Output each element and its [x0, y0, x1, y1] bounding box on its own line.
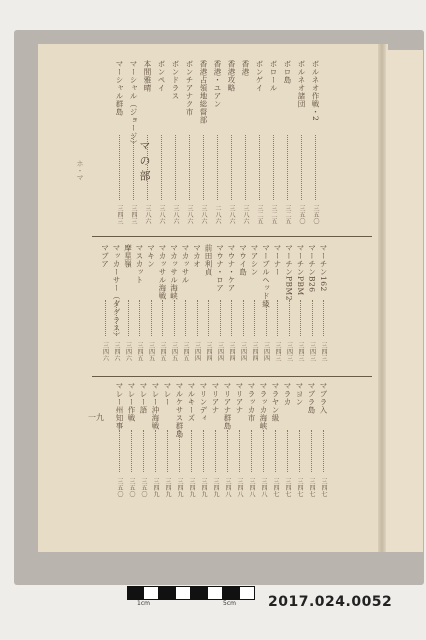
leader-dots: [203, 135, 204, 200]
leader-dots: [208, 300, 209, 336]
leader-dots: [174, 300, 175, 336]
index-entry-page: 二八六: [214, 205, 221, 225]
index-entry-term: マヨン: [295, 382, 304, 406]
leader-dots: [161, 135, 162, 200]
leader-dots: [162, 300, 163, 336]
leader-dots: [277, 300, 278, 336]
index-entry-term: ボンゲイ: [255, 60, 264, 92]
index-entry-term: マブラ入: [319, 382, 328, 414]
facing-page: [382, 50, 423, 552]
leader-dots: [167, 430, 168, 472]
index-entry-term: マウイ島: [238, 244, 248, 276]
index-entry-page: 三二五: [284, 205, 291, 225]
leader-dots: [323, 300, 324, 336]
scale-block: [191, 586, 207, 600]
index-entry-term: マーチンB26: [307, 244, 317, 293]
leader-dots: [119, 135, 120, 200]
index-entry-term: マーチンPBM: [296, 244, 305, 296]
leader-dots: [300, 300, 301, 336]
scale-block: [175, 586, 191, 600]
index-entry-term: マルケサス群島: [175, 382, 184, 438]
index-entry-term: マカッサル海峡: [169, 244, 179, 300]
index-entry-term: 香港・ユアン: [213, 60, 222, 108]
index-entry-page: 三四七: [296, 478, 303, 498]
index-entry-page: 三八六: [158, 205, 165, 225]
index-entry-page: 三四八: [224, 478, 231, 498]
index-entry-term: マーシャル（ジョージ）: [129, 60, 138, 148]
index-entry-term: 香港攻略: [227, 60, 236, 92]
index-entry-page: 三四七: [272, 478, 279, 498]
scale-label-1cm: 1cm: [137, 600, 150, 607]
book-gutter: [378, 44, 386, 552]
scale-block: [159, 586, 175, 600]
index-entry-term: マリアナ: [211, 382, 220, 414]
index-entry-term: マーチンPBM2: [284, 244, 294, 302]
leader-dots: [203, 430, 204, 472]
index-entry-page: 三四四: [193, 342, 201, 362]
leader-dots: [133, 135, 134, 200]
leader-dots: [189, 135, 190, 200]
index-entry-term: 前田利貞: [204, 244, 213, 276]
leader-dots: [315, 135, 316, 200]
leader-dots: [185, 300, 186, 336]
index-entry-term: 本間雅晴: [143, 60, 152, 92]
index-entry-term: ボロ島: [283, 60, 292, 84]
index-entry-term: ボンペイ: [157, 60, 166, 92]
index-entry-page: 三四三: [274, 342, 281, 362]
leader-dots: [254, 300, 255, 336]
leader-dots: [287, 135, 288, 200]
index-entry-page: 三二五: [270, 205, 277, 225]
index-entry-term: 香港占領地総督部: [199, 60, 208, 124]
index-entry-term: マアシン: [250, 244, 259, 276]
leader-dots: [105, 300, 106, 336]
index-entry-page: 三四三: [297, 342, 304, 362]
index-entry-page: 三四四: [262, 342, 270, 362]
leader-dots: [131, 430, 132, 472]
index-entry-term: マブラ島: [307, 382, 316, 414]
index-entry-term: マキン: [146, 244, 156, 268]
index-entry-page: 三四五: [136, 342, 143, 362]
leader-dots: [289, 300, 290, 336]
section-title: マの部: [138, 140, 151, 185]
leader-dots: [119, 430, 120, 472]
index-entry-term: マーナー: [273, 244, 282, 276]
index-entry-page: 三四四: [205, 342, 212, 362]
index-entry-term: マスカット: [135, 244, 144, 284]
index-entry-page: 三四七: [284, 478, 291, 498]
leader-dots: [323, 430, 324, 472]
index-entry-term: 香港: [241, 60, 250, 76]
leader-dots: [227, 430, 228, 472]
leader-dots: [243, 300, 244, 336]
index-entry-page: 三八六: [242, 205, 249, 225]
index-entry-term: マカオ: [192, 244, 202, 268]
index-entry-page: 三四六: [113, 342, 120, 362]
index-entry-page: 三四九: [152, 478, 159, 498]
index-entry-page: 三五〇: [140, 478, 147, 498]
leader-dots: [245, 135, 246, 200]
index-entry-term: マレー: [163, 382, 172, 406]
index-entry-term: マレー州知事: [115, 382, 124, 430]
leader-dots: [287, 430, 288, 472]
leader-dots: [215, 430, 216, 472]
scale-block: [143, 586, 159, 600]
index-entry-term: ボルネオ作戦・2: [311, 60, 320, 122]
index-entry-page: 三四九: [212, 478, 219, 498]
index-entry-page: 三五〇: [116, 478, 123, 498]
index-entry-term: マカッサル海戦: [158, 244, 167, 300]
index-entry-term: ボンドラス: [171, 60, 180, 100]
index-entry-term: マッカーサー（ダグラス）: [112, 244, 121, 340]
running-head: ホ・マ: [76, 160, 84, 181]
index-entry-page: 三八六: [200, 205, 207, 225]
leader-dots: [147, 135, 148, 200]
index-entry-page: 三四九: [200, 478, 207, 498]
scale-block: [127, 586, 143, 600]
index-entry-term: マレー沖海戦: [151, 382, 160, 430]
index-entry-term: ボンチアナク市: [185, 60, 194, 116]
index-entry-term: マラヤン級: [271, 382, 280, 422]
index-entry-page: 三四四: [228, 342, 235, 362]
index-entry-page: 三四六: [124, 342, 132, 362]
index-entry-term: マウナ・ケア: [227, 244, 236, 292]
leader-dots: [155, 430, 156, 472]
index-entry-term: マリンディ: [199, 382, 208, 422]
index-entry-term: マーチン162: [319, 244, 328, 292]
index-entry-page: 三四三: [308, 342, 316, 362]
scale-block: [223, 586, 239, 600]
index-entry-term: マレー語: [139, 382, 148, 414]
index-entry-term: ボルネオ諸団: [297, 60, 306, 108]
index-entry-term: マレー作戦: [127, 382, 136, 422]
index-entry-page: 三四九: [188, 478, 195, 498]
leader-dots: [116, 300, 117, 336]
index-entry-page: 三四三: [116, 205, 123, 225]
index-entry-term: マリアナ: [235, 382, 244, 414]
index-entry-page: 三五〇: [128, 478, 135, 498]
index-entry-page: 三八六: [228, 205, 235, 225]
leader-dots: [217, 135, 218, 200]
index-entry-term: マウナ・ロア: [215, 244, 225, 292]
index-entry-page: 三四六: [101, 342, 109, 362]
index-entry-page: 三四五: [147, 342, 155, 362]
index-entry-page: 三四八: [260, 478, 267, 498]
scale-label-5cm: 5cm: [223, 600, 236, 607]
leader-dots: [311, 430, 312, 472]
leader-dots: [231, 135, 232, 200]
index-entry-page: 三四八: [236, 478, 243, 498]
section-rule-lower: [92, 376, 372, 377]
section-rule-upper: [92, 236, 372, 237]
leader-dots: [128, 300, 129, 336]
index-entry-page: 三四四: [239, 342, 247, 362]
index-entry-page: 三二五: [256, 205, 263, 225]
index-entry-page: 三五〇: [298, 205, 305, 225]
leader-dots: [143, 430, 144, 472]
leader-dots: [197, 300, 198, 336]
index-entry-term: マラカ: [283, 382, 292, 406]
leader-dots: [179, 430, 180, 472]
index-entry-page: 三四三: [320, 342, 327, 362]
index-entry-term: マリアナ群島: [223, 382, 232, 430]
leader-dots: [151, 300, 152, 336]
index-entry-page: 三四三: [285, 342, 293, 362]
scale-block: [239, 586, 255, 600]
leader-dots: [263, 430, 264, 472]
leader-dots: [175, 135, 176, 200]
index-entry-page: 三八六: [186, 205, 193, 225]
index-entry-page: 三四五: [159, 342, 166, 362]
index-entry-term: マルキーズ: [187, 382, 196, 422]
index-entry-term: マラッカ海峡: [259, 382, 268, 430]
index-entry-page: 三四五: [182, 342, 189, 362]
index-entry-term: マーブルヘッド級: [261, 244, 271, 308]
index-entry-term: マブア: [100, 244, 110, 268]
leader-dots: [275, 430, 276, 472]
accession-number: 2017.024.0052: [268, 594, 393, 610]
measurement-scale: [127, 586, 255, 608]
index-entry-page: 三四五: [170, 342, 178, 362]
scale-block: [207, 586, 223, 600]
index-entry-page: 三四九: [164, 478, 171, 498]
index-entry-page: 三四七: [308, 478, 315, 498]
index-entry-term: マカッサル: [181, 244, 190, 284]
index-entry-term: マラッカ市: [247, 382, 256, 422]
index-entry-page: 三四八: [248, 478, 255, 498]
index-entry-page: 三四三: [130, 205, 137, 225]
index-entry-term: マーシャル群島: [115, 60, 124, 116]
index-entry-page: 三八六: [172, 205, 179, 225]
leader-dots: [266, 300, 267, 336]
leader-dots: [273, 135, 274, 200]
leader-dots: [191, 430, 192, 472]
page-number: 一九: [88, 413, 104, 422]
leader-dots: [299, 430, 300, 472]
leader-dots: [239, 430, 240, 472]
index-entry-page: 三四四: [216, 342, 224, 362]
index-entry-page: 三五〇: [312, 205, 319, 225]
index-entry-page: 三八六: [144, 205, 151, 225]
leader-dots: [220, 300, 221, 336]
leader-dots: [301, 135, 302, 200]
leader-dots: [251, 430, 252, 472]
index-entry-page: 三四四: [251, 342, 258, 362]
index-entry-term: ボロール: [269, 60, 278, 92]
leader-dots: [139, 300, 140, 336]
index-entry-page: 三四九: [176, 478, 183, 498]
index-entry-page: 三四七: [320, 478, 327, 498]
leader-dots: [231, 300, 232, 336]
index-entry-term: 摩星嶺: [123, 244, 133, 268]
leader-dots: [259, 135, 260, 200]
book-page: [38, 44, 388, 552]
leader-dots: [312, 300, 313, 336]
